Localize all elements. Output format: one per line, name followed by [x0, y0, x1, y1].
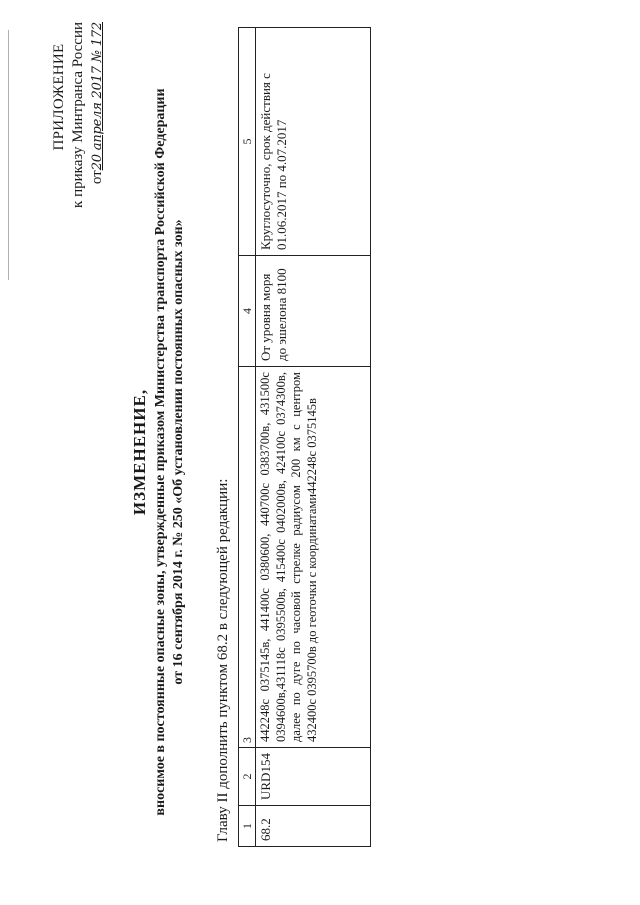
- cell-time: Круглосуточно, срок действия с 01.06.2017 по 4.07.2017: [256, 28, 371, 256]
- column-header-1: 1: [239, 806, 256, 847]
- column-header-5: 5: [239, 28, 256, 256]
- appendix-block: [50, 22, 107, 272]
- appendix-order-line: к приказу Минтранса России: [70, 22, 86, 208]
- appendix-date-prefix: от: [89, 170, 105, 185]
- table-header-row: [239, 28, 256, 847]
- column-header-3: 3: [239, 367, 256, 748]
- cell-coordinates: 442248с 0375145в, 441400с 0380600, 440700с 0383700в, 431500с 0394600в,431118с 0395500в, 415400с 0402000в, 424100с 0374300в, далее по дуге по часовой стрелке радиусом 200 км с центром 432400с 0395700в до геоточки с координатами442248с 0375145в: [256, 367, 371, 748]
- cell-altitude: От уровня моря до эшелона 8100: [256, 256, 371, 367]
- heading-subtitle-2: от 16 сентября 2014 г. № 250 «Об установлении постоянных опасных зон»: [171, 219, 186, 685]
- appendix-title: ПРИЛОЖЕНИЕ: [51, 43, 67, 151]
- appendix-date-line: [88, 22, 107, 272]
- document-heading: [130, 22, 188, 882]
- heading-subtitle-1: вносимое в постоянные опасные зоны, утвержденные приказом Министерства транспорта Российской Федерации: [153, 88, 168, 816]
- column-header-4: 4: [239, 256, 256, 367]
- table-row: [256, 28, 371, 847]
- cell-zone-id: URD154: [256, 748, 371, 806]
- intro-text: Главу II дополнить пунктом 68.2 в следующей редакции:: [215, 478, 231, 842]
- danger-zones-table: [238, 27, 371, 847]
- column-header-2: 2: [239, 748, 256, 806]
- rotated-page: [50, 22, 610, 882]
- heading-title: ИЗМЕНЕНИЕ,: [130, 388, 149, 516]
- cell-item-number: 68.2: [256, 806, 371, 847]
- handwritten-date-number: 20 апреля 2017 № 172: [90, 22, 105, 171]
- margin-rule: [8, 30, 9, 280]
